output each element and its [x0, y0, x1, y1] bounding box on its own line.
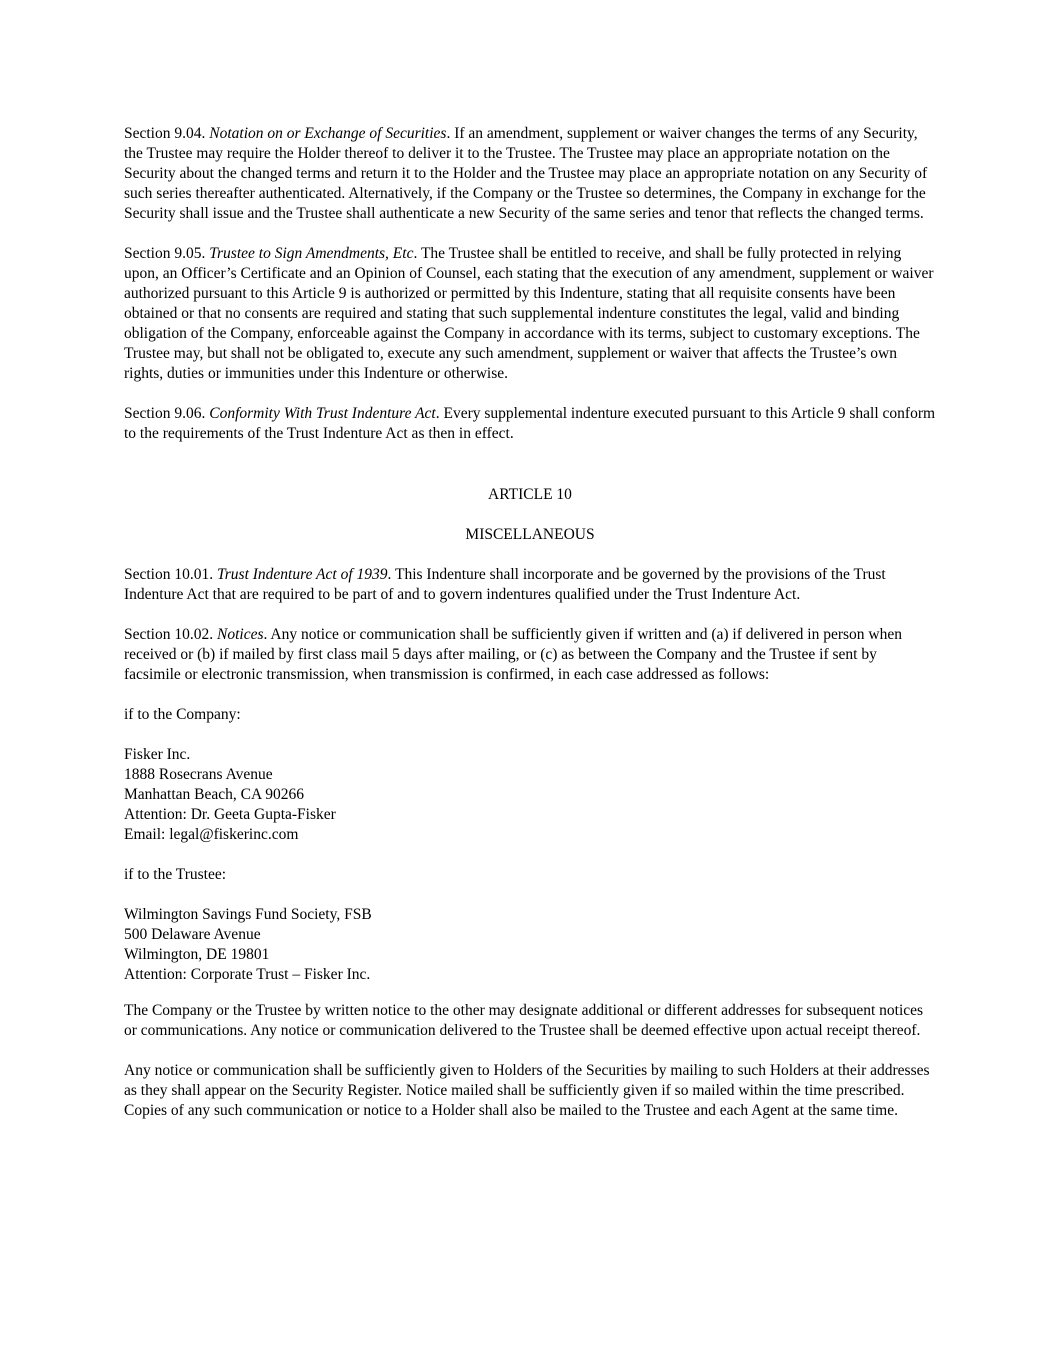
- section-title: Conformity With Trust Indenture Act: [209, 405, 436, 422]
- closing-paragraph-2: Any notice or communication shall be sufficiently given to Holders of the Securities by mailing to such Holders at their addresses as they shall appear on the Security Register. Notice mailed shall be sufficiently given if so mailed within the time prescribed. Copies of any such communication or notice to a Holder shall also be mailed to the Trustee and each Agent at the same time.: [124, 1062, 930, 1119]
- section-9-05: [124, 244, 936, 384]
- address-line: Email: legal@fiskerinc.com: [124, 826, 299, 843]
- section-10-01: [124, 565, 936, 605]
- section-9-04: [124, 124, 936, 224]
- address-line: Fisker Inc.: [124, 746, 191, 763]
- section-body: . Every supplemental indenture executed pursuant to this Article 9 shall conform to the requirements of the Trust Indenture Act as then in effect.: [124, 405, 936, 442]
- section-number: Section 9.04.: [124, 125, 210, 142]
- section-body: . If an amendment, supplement or waiver changes the terms of any Security, the Trustee may require the Holder thereof to deliver it to the Trustee. The Trustee may place an appropriate notation on the Security about the changed terms and return it to the Holder and the Trustee may place an appropriate notation on any Security of such series thereafter authenticated. Alternatively, if the Company or the Trustee so determines, the Company in exchange for the Security shall issue and the Trustee shall authenticate a new Security of the same series and tenor that reflects the changed terms.: [124, 125, 928, 222]
- section-title: Notation on or Exchange of Securities: [209, 125, 447, 142]
- address-line: Wilmington, DE 19801: [124, 946, 270, 963]
- trustee-address: [124, 905, 936, 985]
- company-notice-intro: if to the Company:: [124, 706, 241, 723]
- section-number: Section 9.05.: [124, 245, 210, 262]
- article-subheading: MISCELLANEOUS: [465, 526, 595, 543]
- trustee-notice-intro: if to the Trustee:: [124, 866, 227, 883]
- section-number: Section 10.01.: [124, 566, 217, 583]
- section-body: . The Trustee shall be entitled to receive, and shall be fully protected in relying upon, an Officer’s Certificate and an Opinion of Counsel, each stating that the execution of any amendment, supplement or waiver authorized pursuant to this Article 9 is authorized or permitted by this Indenture, stating that all requisite consents have been obtained or that no consents are required and stating that such supplemental indenture constitutes the legal, valid and binding obligation of the Company, enforceable against the Company in accordance with its terms, subject to customary exceptions. The Trustee may, but shall not be obligated to, execute any such amendment, supplement or waiver that affects the Trustee’s own rights, duties or immunities under this Indenture or otherwise.: [124, 245, 934, 382]
- company-address: [124, 745, 936, 845]
- address-line: Attention: Dr. Geeta Gupta-Fisker: [124, 806, 336, 823]
- section-body: . This Indenture shall incorporate and be governed by the provisions of the Trust Indenture Act that are required to be part of and to govern indentures qualified under the Trust Indenture Act.: [124, 566, 886, 603]
- address-line: Manhattan Beach, CA 90266: [124, 786, 304, 803]
- section-title: Trustee to Sign Amendments, Etc: [209, 245, 414, 262]
- section-number: Section 10.02.: [124, 626, 217, 643]
- address-line: 1888 Rosecrans Avenue: [124, 766, 273, 783]
- section-9-06: [124, 404, 936, 444]
- section-10-02: [124, 625, 936, 685]
- closing-paragraph-1: The Company or the Trustee by written notice to the other may designate additional or different addresses for subsequent notices or communications. Any notice or communication delivered to the Trustee shall be deemed effective upon actual receipt thereof.: [124, 1002, 924, 1039]
- address-line: 500 Delaware Avenue: [124, 926, 261, 943]
- section-body: . Any notice or communication shall be sufficiently given if written and (a) if delivered in person when received or (b) if mailed by first class mail 5 days after mailing, or (c) as between the Company and the Trustee if sent by facsimile or electronic transmission, when transmission is confirmed, in each case addressed as follows:: [124, 626, 902, 683]
- address-line: Attention: Corporate Trust – Fisker Inc.: [124, 966, 371, 983]
- section-number: Section 9.06.: [124, 405, 210, 422]
- address-line: Wilmington Savings Fund Society, FSB: [124, 906, 372, 923]
- section-title: Notices: [217, 626, 264, 643]
- article-heading: ARTICLE 10: [488, 486, 572, 503]
- document-page: [124, 124, 936, 1121]
- section-title: Trust Indenture Act of 1939: [217, 566, 388, 583]
